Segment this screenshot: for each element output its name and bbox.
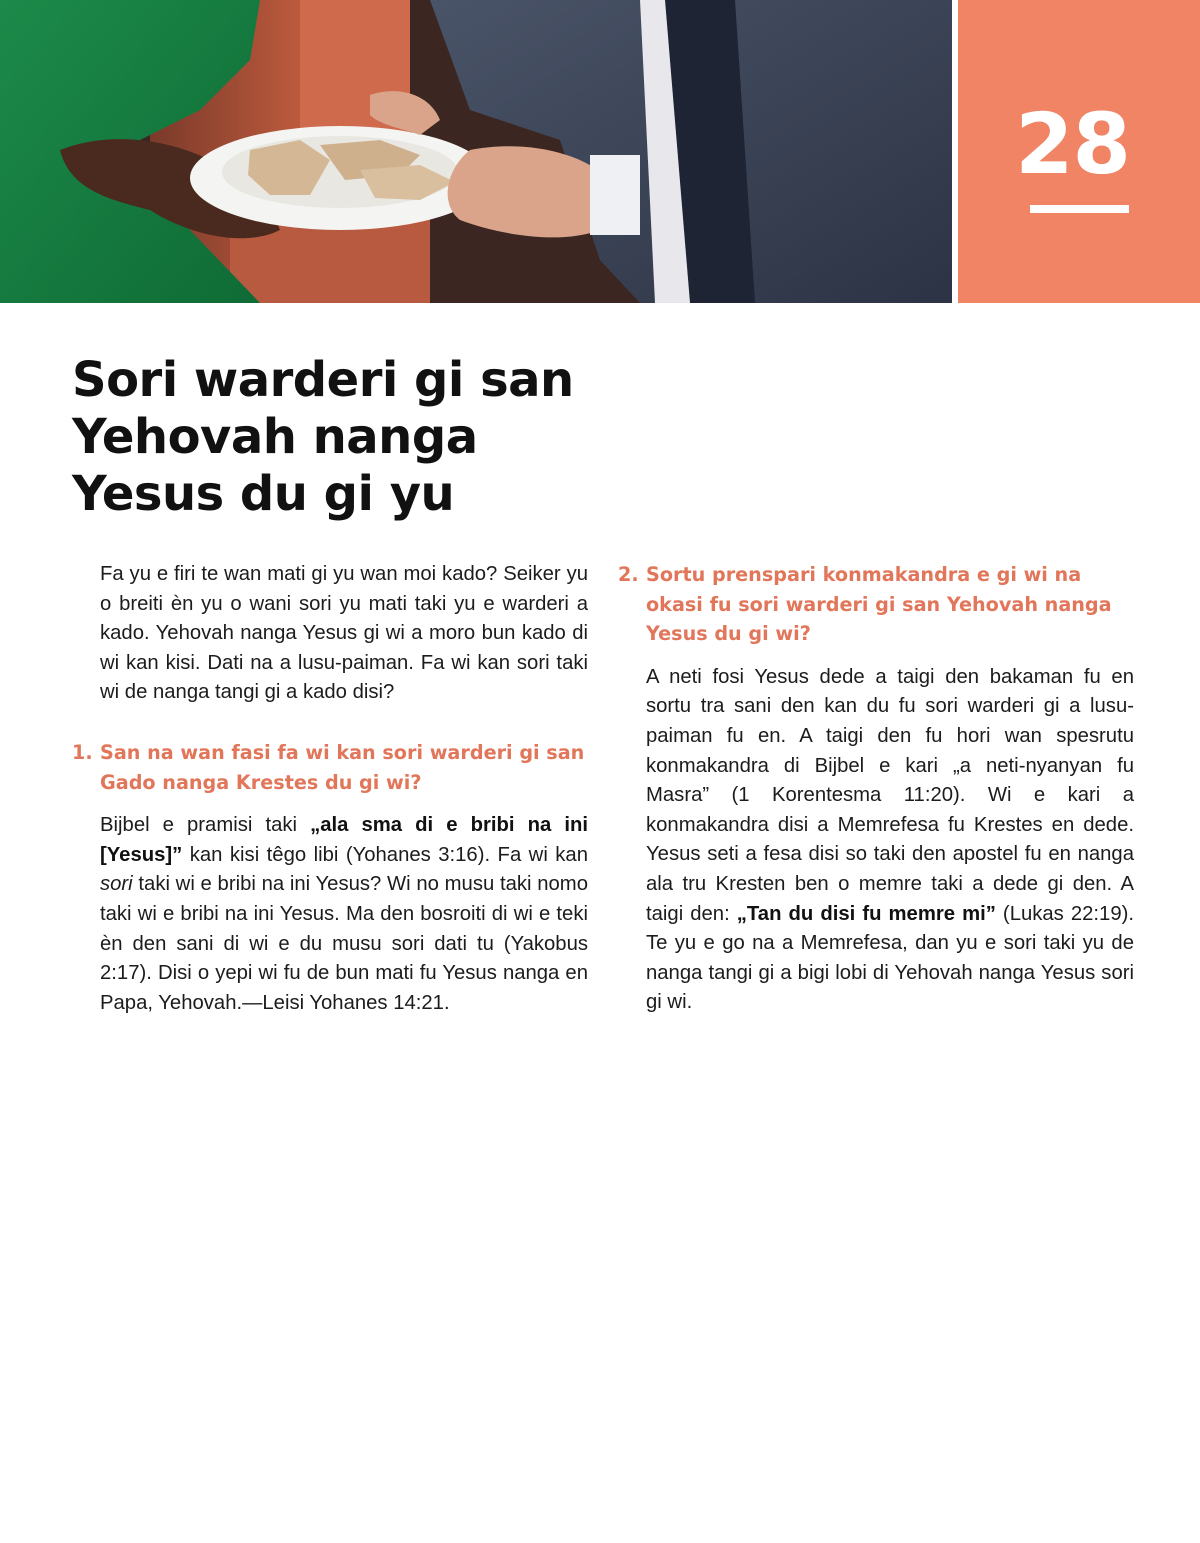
question-2-text: Sortu prenspari konmakandra e gi wi na okasi fu sori warderi gi san Yehovah nanga Yesus du gi wi?	[646, 563, 1112, 646]
question-2-number: 2.	[618, 563, 639, 586]
left-column	[72, 560, 588, 1018]
answer-2-text-a: A neti fosi Yesus dede a taigi den bakaman fu en sortu tra sani den kan du fu sori warderi gi a lusu-paiman fu en. A taigi den fu hori wan spesrutu konmakandra di Bijbel e kari „a neti-nyanyan fu Masra” (1 Korentesma 11:20). Wi e kari a konmakandra disi a Memrefesa fu Krestes en dede. Yesus seti a fesa disi so taki den apostel fu en nanga ala tru Kresten ben o memre taki a dede gi den. A taigi den:	[646, 665, 1134, 925]
answer-2-bold-quote: „Tan du disi fu memre mi”	[736, 902, 996, 925]
page-title: Sori warderi gi san Yehovah nanga Yesus du gi yu	[72, 352, 574, 522]
answer-1-paragraph	[72, 811, 588, 1018]
question-1-text: San na wan fasi fa wi kan sori warderi gi san Gado nanga Krestes du gi wi?	[100, 740, 585, 794]
chapter-underline	[1030, 205, 1129, 213]
intro-paragraph: Fa yu e firi te wan mati gi yu wan moi kado? Seiker yu o breiti èn yu o wani sori yu mati taki yu e warderi a kado. Yehovah nanga Yesus gi wi a moro bun kado di wi kan kisi. Dati na a lusu-paiman. Fa wi kan sori taki wi de nanga tangi gi a kado disi?	[100, 563, 588, 704]
answer-2-text-b: (Lukas 22:19). Te yu e go na a Memrefesa, dan yu e sori taki yu de nanga tangi gi a bigi lobi di Yehovah nanga Yesus sori gi wi.	[646, 902, 1134, 1014]
answer-1-text-a: Bijbel e pramisi taki	[100, 814, 311, 837]
chapter-number: 28	[1015, 95, 1130, 193]
answer-2-paragraph	[618, 663, 1134, 1018]
question-1	[72, 738, 588, 797]
answer-1-emphasis: sori	[100, 873, 133, 896]
answer-1-text-b: kan kisi têgo libi (Yohanes 3:16). Fa wi kan	[182, 843, 588, 866]
hero-photo	[0, 0, 952, 303]
question-1-number: 1.	[72, 740, 93, 764]
hero-illustration	[0, 0, 952, 303]
question-2	[618, 560, 1134, 649]
answer-1-text-c: taki wi e bribi na ini Yesus? Wi no musu taki nomo taki wi e bribi na ini Yesus. Ma den bosroiti di wi e teki èn den sani di wi e du musu sori dati tu (Yakobus 2:17). Disi o yepi wi fu de bun mati fu Yesus nanga en Papa, Yehovah.—Leisi Yohanes 14:21.	[100, 873, 588, 1014]
answer-1-bold-quote: „ala sma di e bribi na ini [Yesus]”	[100, 814, 589, 866]
right-column	[618, 560, 1134, 1018]
